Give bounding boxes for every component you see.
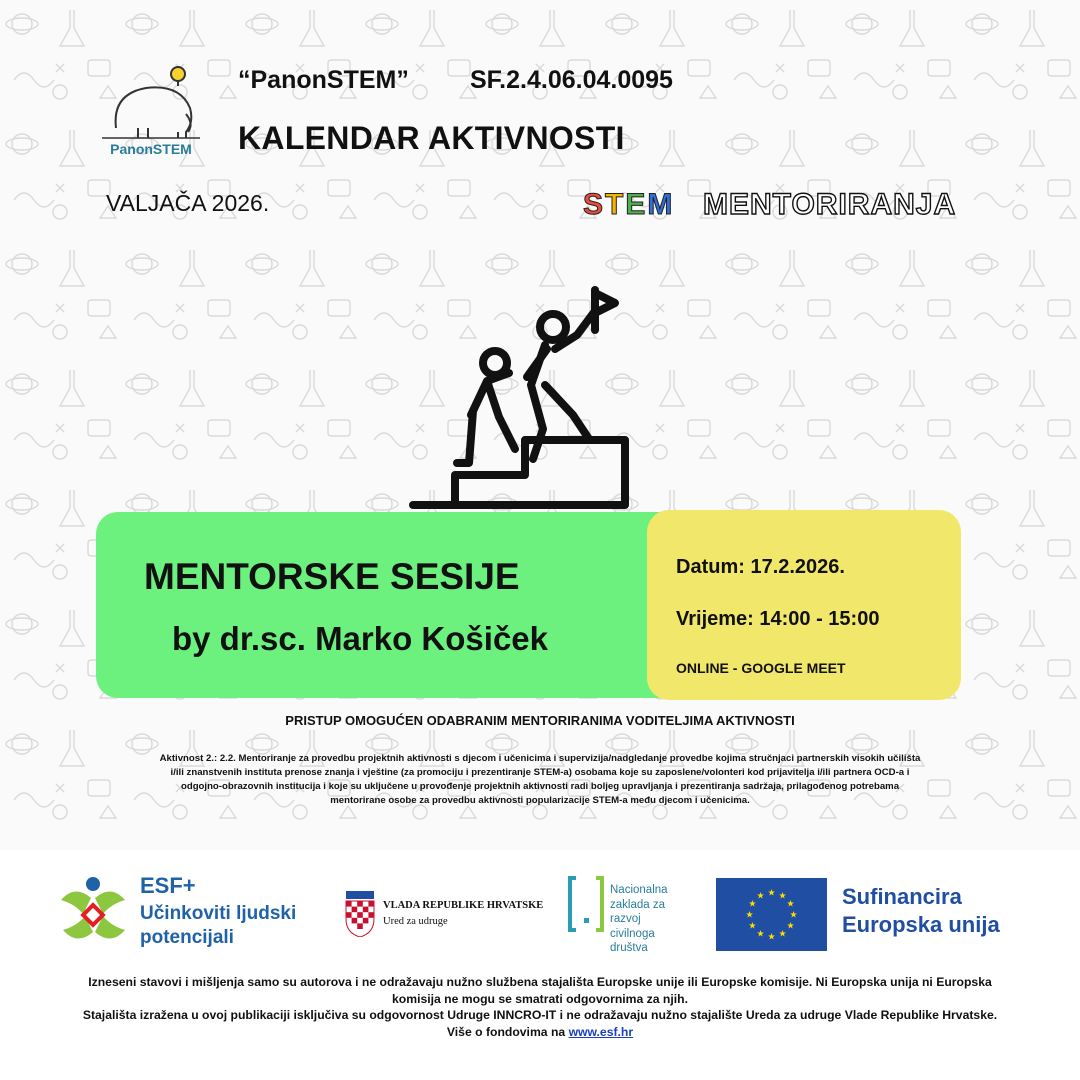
month-label: VALJAČA 2026. [106, 190, 270, 216]
disclaimer-line [20, 1024, 1060, 1041]
session-mode: ONLINE - GOOGLE MEET [676, 660, 846, 676]
eu-star-icon: ★ [789, 910, 798, 921]
foundation-line: društva [610, 942, 648, 954]
foundation-name [610, 883, 668, 956]
activity-line: Aktivnost 2.: 2.2. Mentoriranje za provedbu projektnih aktivnosti s djecom i učenicima i supervizija/nadgledanje provedbe kojima stručnjaci partnerskih visokih učilišta [159, 753, 921, 764]
esf-link[interactable]: www.esf.hr [568, 1024, 634, 1039]
eu-star-icon: ★ [756, 891, 765, 902]
government-label: VLADA REPUBLIKE HRVATSKE [383, 900, 544, 911]
disclaimer-line: Izneseni stavovi i mišljenja samo su autorova i ne odražavaju nužno službena stajališta Europske unije ili Europske komisije. Ni Europska unija ni Europska [88, 975, 992, 989]
foundation-line: razvoj [610, 913, 641, 925]
svg-text:PanonSTEM: PanonSTEM [110, 141, 192, 157]
foundation-line: civilnoga [610, 927, 655, 940]
esf-line: potencijali [140, 927, 234, 948]
stem-letter: T [605, 188, 626, 221]
project-code: SF.2.4.06.04.0095 [470, 66, 673, 94]
foundation-line: zaklada za [610, 898, 665, 911]
esf-line: Učinkoviti ljudski [140, 903, 297, 924]
esf-title: ESF+ [140, 873, 196, 898]
activity-line: mentorirane osobe za provedbu aktivnosti popularizacije STEM-a među djecom i učenicima. [330, 795, 750, 806]
stem-letter: S [583, 188, 606, 221]
croatian-coat-of-arms-icon [344, 891, 376, 937]
session-date: Datum: 17.2.2026. [676, 556, 845, 578]
eu-star-icon: ★ [756, 929, 765, 940]
session-title: MENTORSKE SESIJE [144, 556, 520, 597]
foundation-line: Nacionalna [610, 884, 668, 896]
panonstem-mammoth-logo [98, 58, 204, 158]
disclaimer-line: Stajališta izražena u ovoj publikaciji isključiva su odgovornost Udruge INNCRO-IT i ne odražavaju nužno stajalište Ureda za udruge Vlade Republike Hrvatske. [82, 1008, 998, 1022]
eu-star-icon: ★ [778, 929, 787, 940]
disclaimer-line: komisija ne mogu se smatrati odgovornima za njih. [392, 991, 688, 1006]
eu-line: Sufinancira [842, 884, 962, 909]
activity-line: i/ili znanstvenih instituta prenose znanja i vještine (za promociju i prezentiranje STEM-a) osobama koje su zaposlene/volonteri kod prijavitelja i/ili partnera OCD-a i [170, 767, 910, 778]
activity-line: odgojno-obrazovnih institucija i koje su uključene u provođenje projektnih aktivnosti radi boljeg upravljanja i prezentiranja sadržaja, prilagođenog potrebama [180, 781, 900, 792]
eu-star-icon: ★ [745, 910, 754, 921]
esf-logo-icon [55, 876, 135, 956]
office-label: Ured za udruge [383, 916, 448, 927]
access-note: PRISTUP OMOGUĆEN ODABRANIM MENTORIRANIMA VODITELJIMA AKTIVNOSTI [285, 713, 795, 728]
mentoring-label: MENTORIRANJA [703, 188, 957, 221]
session-time: Vrijeme: 14:00 - 15:00 [676, 608, 880, 630]
nzrcd-bracket-logo-icon [566, 874, 606, 934]
eu-star-icon: ★ [748, 899, 757, 910]
stem-letter: M [647, 188, 675, 221]
eu-star-icon: ★ [786, 899, 795, 910]
disclaimer [20, 974, 1060, 1040]
eu-star-icon: ★ [767, 932, 776, 943]
session-box [96, 512, 696, 698]
activity-description [135, 752, 945, 808]
eu-star-icon: ★ [767, 888, 776, 899]
eu-star-icon: ★ [748, 921, 757, 932]
esf-subtitle [140, 902, 296, 950]
eu-star-icon: ★ [786, 921, 795, 932]
stem-letter: E [625, 188, 648, 221]
climbing-mentor-icon [405, 285, 640, 510]
more-info-text: Više o fondovima na [446, 1024, 566, 1039]
eu-line: Europska unija [842, 912, 1000, 937]
page-title: KALENDAR AKTIVNOSTI [238, 120, 625, 156]
eu-star-icon: ★ [778, 891, 787, 902]
project-name: “PanonSTEM” [238, 66, 409, 94]
eu-cofinanced-label [842, 883, 1000, 939]
session-mentor: by dr.sc. Marko Košiček [172, 620, 549, 657]
eu-flag-icon [716, 878, 827, 951]
stem-badge [583, 188, 674, 222]
